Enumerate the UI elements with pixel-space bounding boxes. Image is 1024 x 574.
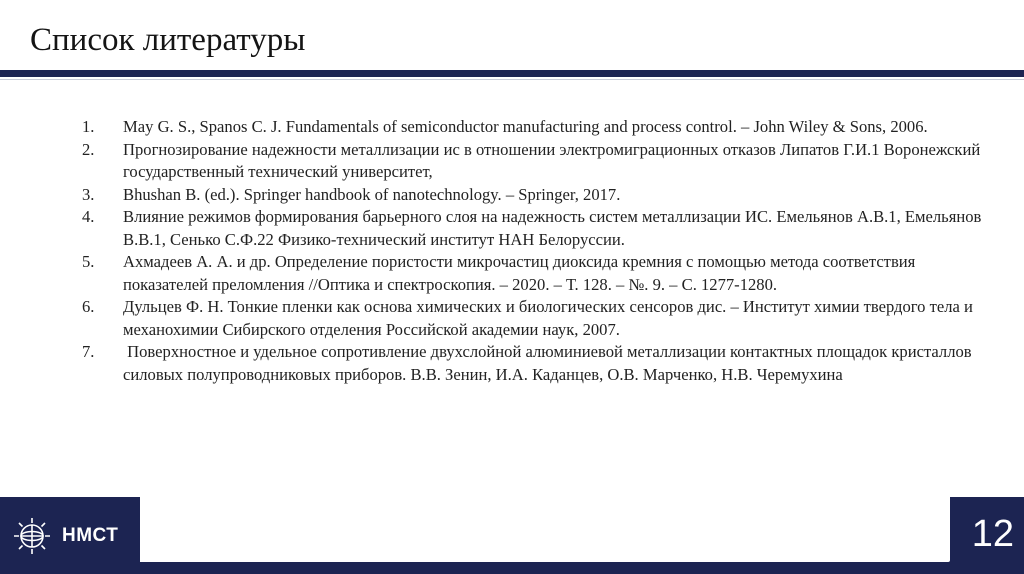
reference-item-4: [82, 206, 982, 251]
atom-globe-icon: [10, 514, 54, 558]
reference-item-5: [82, 251, 982, 296]
reference-text: Ахмадеев А. А. и др. Определение пористости микрочастиц диоксида кремния с помощью метода соответствия показателей преломления //Оптика и спектроскопия. – 2020. – Т. 128. – №. 9. – С. 1277-1280.: [123, 252, 916, 294]
reference-text: Поверхностное и удельное сопротивление двухслойной алюминиевой металлизации контактных площадок кристаллов силовых полупроводниковых приборов. В.В. Зенин, И.А. Каданцев, О.В. Марченко, Н.В. Черемухина: [123, 342, 976, 384]
reference-number: 5.: [82, 252, 95, 271]
reference-list: [82, 116, 982, 386]
title-divider-thin: [0, 79, 1024, 80]
reference-item-7: [82, 341, 982, 386]
reference-number: 2.: [82, 139, 95, 159]
reference-number: 1.: [82, 117, 95, 136]
reference-text: May G. S., Spanos C. J. Fundamentals of semiconductor manufacturing and process control. – John Wiley & Sons, 2006.: [123, 117, 928, 136]
footer-logo: [10, 510, 135, 562]
reference-item-3: [82, 184, 982, 207]
footer-panel: [140, 497, 950, 562]
slide-title: Список литературы: [30, 22, 306, 58]
reference-item-2: [82, 139, 982, 184]
reference-number: 7.: [82, 342, 95, 361]
reference-text: Дульцев Ф. Н. Тонкие пленки как основа химических и биологических сенсоров дис. – Институт химии твердого тела и механохимии Сибирского отделения Российской академии наук, 2007.: [123, 297, 973, 339]
reference-number: 6.: [82, 297, 95, 316]
title-divider: [0, 70, 1024, 77]
logo-text: НМСТ: [62, 525, 119, 546]
reference-text: Влияние режимов формирования барьерного слоя на надежность систем металлизации ИС. Емельянов А.В.1, Емельянов В.В.1, Сенько С.Ф.22 Физико-технический институт НАН Белоруссии.: [123, 207, 982, 249]
page-number: 12: [971, 513, 1014, 555]
reference-number: 4.: [82, 207, 95, 226]
reference-text: Прогнозирование надежности металлизации ис в отношении электромиграционных отказов Липатов Г.И.1 Воронежский государственный технический университет,: [123, 139, 981, 181]
reference-number: 3.: [82, 184, 95, 204]
reference-item-6: [82, 296, 982, 341]
reference-text: Bhushan B. (ed.). Springer handbook of nanotechnology. – Springer, 2017.: [123, 184, 621, 204]
reference-item-1: [82, 116, 982, 139]
